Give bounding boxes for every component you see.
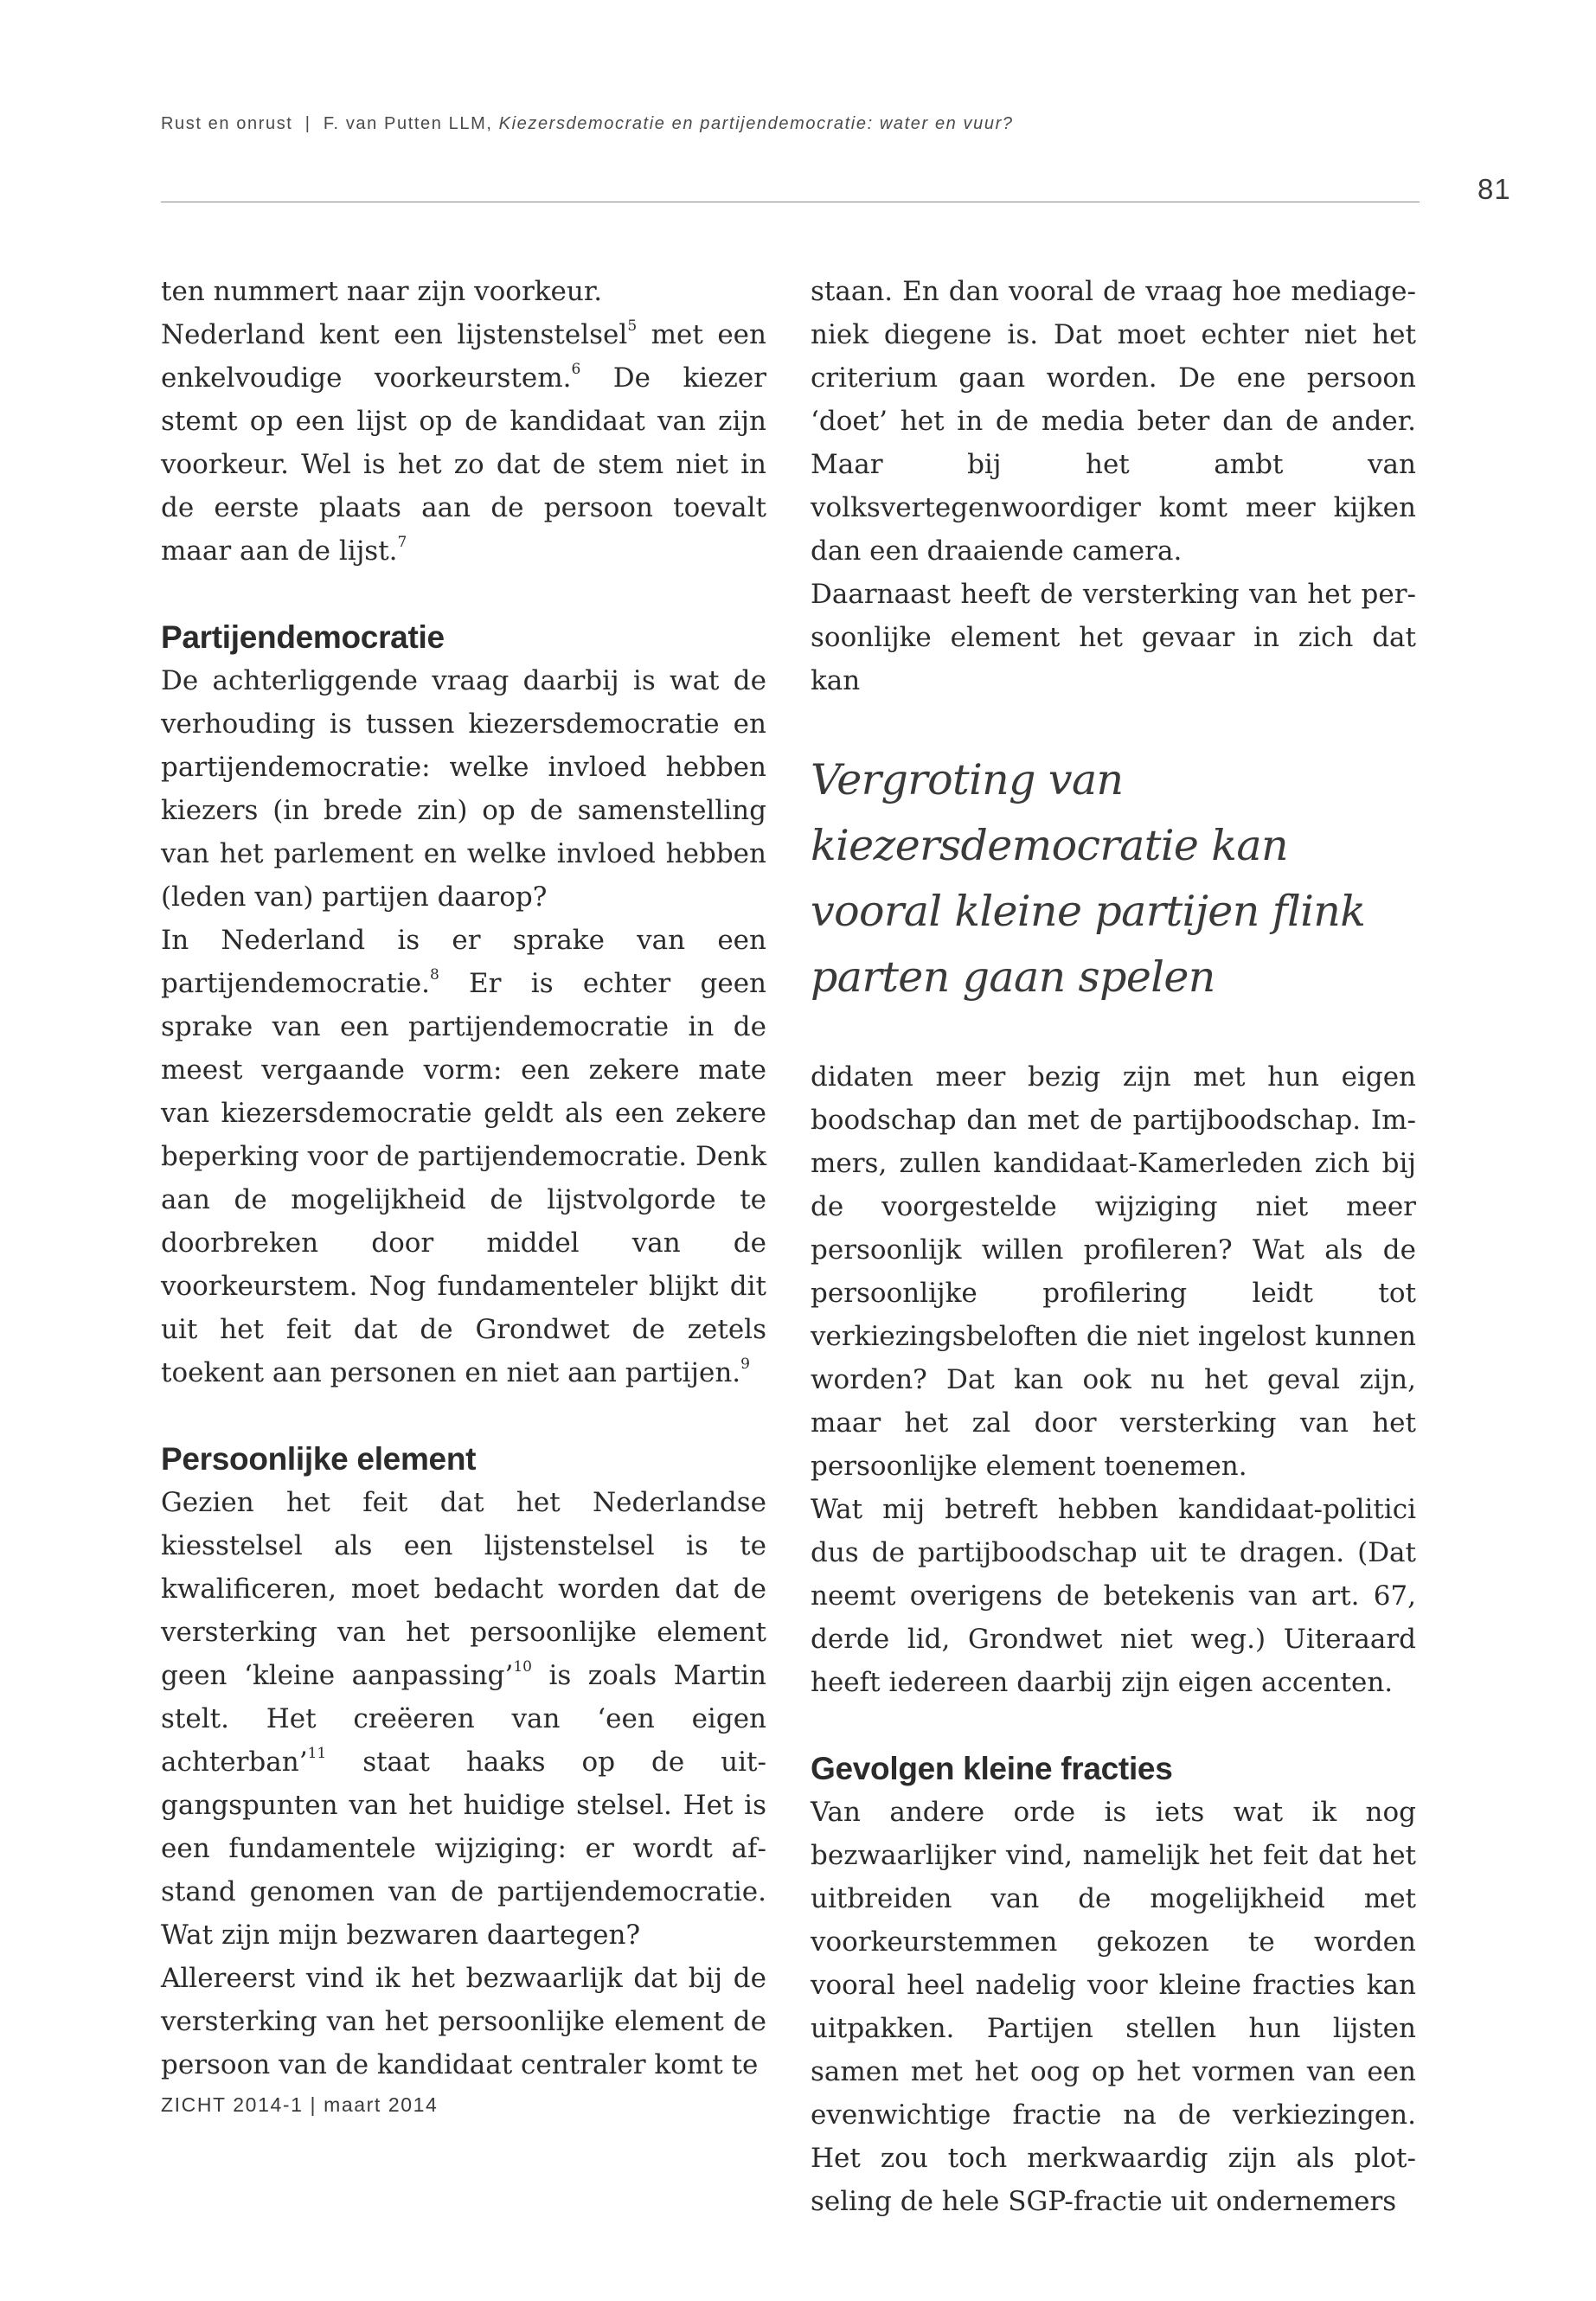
paragraph: De achterliggende vraag daarbij is wat de verhouding is tussen kiezersdemocratie en partijendemocratie: welke invloed hebben kiezers (in brede zin) op de samenstelling van het parlement en welke invloed hebben (leden van) partijen daarop?	[161, 665, 766, 913]
paragraph: ten nummert naar zijn voorkeur.	[161, 276, 603, 307]
footnote-ref: 6	[571, 360, 581, 378]
section-heading-gevolgen-kleine-fracties: Gevolgen kleine fracties	[811, 1751, 1173, 1786]
running-head	[161, 114, 1014, 134]
running-head-section: Rust en onrust	[161, 114, 293, 133]
right-column	[811, 270, 1416, 2223]
footnote-ref: 8	[429, 965, 439, 984]
footer-issue: ZICHT 2014-1	[161, 2093, 304, 2116]
footnote-ref: 5	[627, 317, 638, 335]
paragraph: In Nederland is er sprake van een partijendemocratie.$^8$ Er is echter geen sprake van een partijendemocratie in de meest vergaande vorm: een zekere mate van kiezersdemocratie geldt als een zekere beperking voor de partijendemocratie. Denk aan de mogelijkheid de lijstvolgorde te doorbreken door middel van de voorkeurstem. Nog fundamenteler blijkt dit uit het feit dat de Grondwet de zetels toekent aan personen en niet aan partijen.$^9$	[161, 925, 766, 1388]
footer-separator: |	[310, 2093, 317, 2116]
page-number: 81	[1477, 173, 1511, 205]
paragraph: Nederland kent een lijstenstelsel$^5$ met een enkelvoudige voorkeurstem.$^6$ De kiezer stemt op een lijst op de kandidaat van zijn voorkeur. Wel is het zo dat de stem niet in de eerste plaats aan de persoon toevalt maar aan de lijst.$^7$	[161, 317, 766, 567]
paragraph: Wat mij betreft hebben kandidaat-politici dus de partijboodschap uit te dragen. (Dat neemt overigens de betekenis van art. 67, derde lid, Grondwet niet weg.) Uiteraard heeft iedereen daarbij zijn eigen accenten.	[811, 1494, 1416, 1698]
paragraph: Gezien het feit dat het Nederlandse kiesstelsel als een lijstenstelsel is te kwalificeren, moet bedacht worden dat de versterking van het persoonlijke element geen ‘kleine aanpassing’$^{10}$ is zoals Martin stelt. Het creëeren van ‘een eigen achterban’$^{11}$ staat haaks op de uitgangspunten van het huidige stelsel. Het is een fundamentele wijziging: er wordt afstand genomen van de partijendemocratie. Wat zijn mijn bezwaren daartegen?	[161, 1487, 766, 1951]
running-head-author: F. van Putten LLM,	[323, 114, 493, 133]
paragraph: Daarnaast heeft de versterking van het persoonlijke element het gevaar in zich dat kan	[811, 579, 1416, 696]
footnote-ref: 7	[397, 533, 407, 551]
footnote-ref: 9	[740, 1355, 750, 1373]
footnote-ref: 11	[307, 1744, 327, 1762]
section-heading-persoonlijke-element: Persoonlijke element	[161, 1441, 477, 1477]
running-head-title: Kiezersdemocratie en partijendemocratie: water en vuur?	[498, 114, 1014, 133]
footer-date: maart 2014	[324, 2093, 439, 2116]
pull-quote: Vergroting van kiezersdemocratie kan vooral kleine partijen flink parten gaan spelen	[811, 755, 1366, 1002]
paragraph: didaten meer bezig zijn met hun eigen boodschap dan met de partijboodschap. Immers, zullen kandidaat-Kamerleden zich bij de voorgestelde wijziging niet meer persoonlijk willen profileren? Wat als de persoonlijke profilering leidt tot verkiezingsbeloften die niet ingelost kunnen worden? Dat kan ook nu het geval zijn, maar het zal door versterking van het persoonlijke element toenemen.	[811, 1061, 1416, 1482]
section-heading-partijendemocratie: Partijendemocratie	[161, 619, 445, 655]
paragraph: staan. En dan vooral de vraag hoe mediageniek diegene is. Dat moet echter niet het criterium gaan worden. De ene persoon ‘doet’ het in de media beter dan de ander. Maar bij het ambt van volksvertegenwoordiger komt meer kijken dan een draaiende camera.	[811, 276, 1416, 567]
footnote-ref: 10	[513, 1657, 532, 1676]
page-footer	[161, 2093, 438, 2117]
running-head-separator: |	[304, 114, 311, 133]
paragraph: Van andere orde is iets wat ik nog bezwaarlijker vind, namelijk het feit dat het uitbreiden van de mogelijkheid met voorkeurstemmen gekozen te worden vooral heel nadelig voor kleine fracties kan uitpakken. Partijen stellen hun lijsten samen met het oog op het vormen van een evenwichtige fractie na de verkiezingen. Het zou toch merkwaardig zijn als plotseling de hele SGP-fractie uit ondernemers	[811, 1797, 1416, 2217]
paragraph: Allereerst vind ik het bezwaarlijk dat bij de versterking van het persoonlijke element de persoon van de kandidaat centraler komt te	[161, 1963, 766, 2080]
left-column	[161, 270, 766, 2086]
